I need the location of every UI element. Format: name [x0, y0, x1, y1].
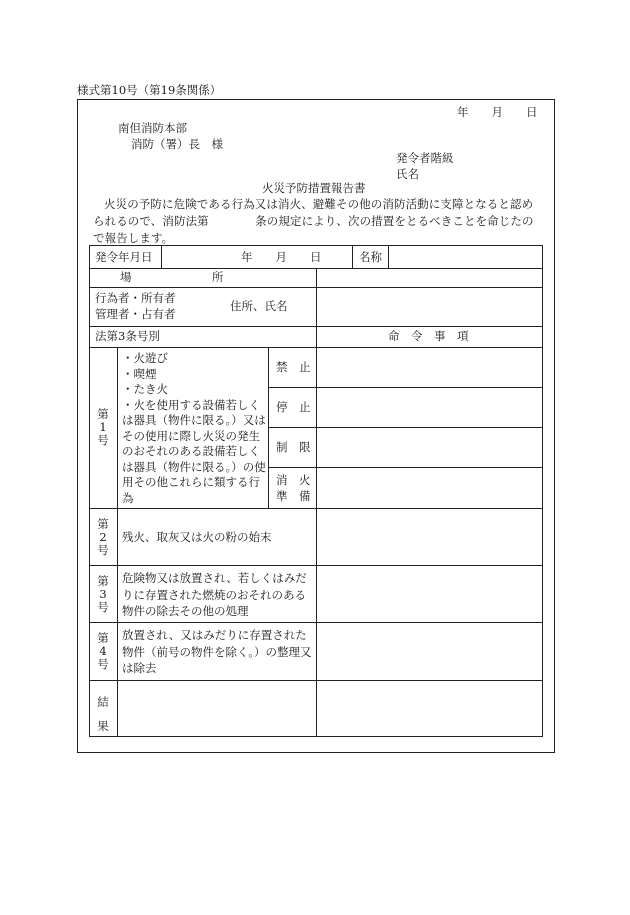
order-stop: 停 止: [276, 400, 311, 414]
order-fire-prep: 消 火 準 備: [276, 473, 311, 503]
item1-description: ・火遊び ・喫煙 ・たき火 ・火を使用する設備若しくは器具（物件に限る。）又はその使用に際し火災の発生のおそれのある設備若しくは器具（物件に限る。）の使用その他これらに類する行為: [122, 351, 266, 505]
name-label: 名称: [359, 250, 382, 264]
item2-label: 第2号: [97, 517, 109, 557]
result-label: 結果: [97, 695, 109, 733]
item3-label: 第3号: [97, 574, 109, 614]
item1-label: 第1号: [97, 407, 109, 447]
issue-date-value: 年 月 日: [241, 250, 322, 264]
form-number: 様式第10号（第19条関係）: [77, 83, 222, 97]
item3-description: 危険物又は放置され、若しくはみだりに存置された燃焼のおそれのある物件の除去その他の処理: [122, 571, 307, 618]
item4-label: 第4号: [97, 631, 109, 671]
place-label: 場 所: [120, 270, 224, 284]
order-prohibit: 禁 止: [276, 360, 311, 374]
issuer-name-label: 氏名: [396, 167, 419, 181]
persons-label-2: 管理者・占有者: [95, 307, 176, 321]
issuer-rank-label: 発令者階級: [396, 151, 454, 165]
recipient-line-1: 南但消防本部: [118, 121, 187, 135]
law-label: 法第3条号別: [95, 329, 160, 343]
orders-label: 命 令 事 項: [388, 329, 469, 343]
item2-description: 残火、取灰又は火の粉の始末: [122, 530, 272, 544]
intro-text: 火災の予防に危険である行為又は消火、避難その他の消防活動に支障となると認められるので、消防法第 条の規定により、次の措置をとるべきことを命じたので報告します。: [93, 197, 534, 245]
date-header: 年 月 日: [457, 105, 538, 119]
address-name-label: 住所、氏名: [230, 299, 288, 313]
item4-description: 放置され、又はみだりに存置された物件（前号の物件を除く。）の整理又は除去: [122, 628, 312, 675]
issue-date-label: 発令年月日: [95, 250, 153, 264]
recipient-line-2: 消防（署）長 様: [131, 137, 223, 151]
document-title: 火災予防措置報告書: [262, 181, 366, 195]
persons-label-1: 行為者・所有者: [95, 291, 176, 305]
order-restrict: 制 限: [276, 440, 311, 454]
